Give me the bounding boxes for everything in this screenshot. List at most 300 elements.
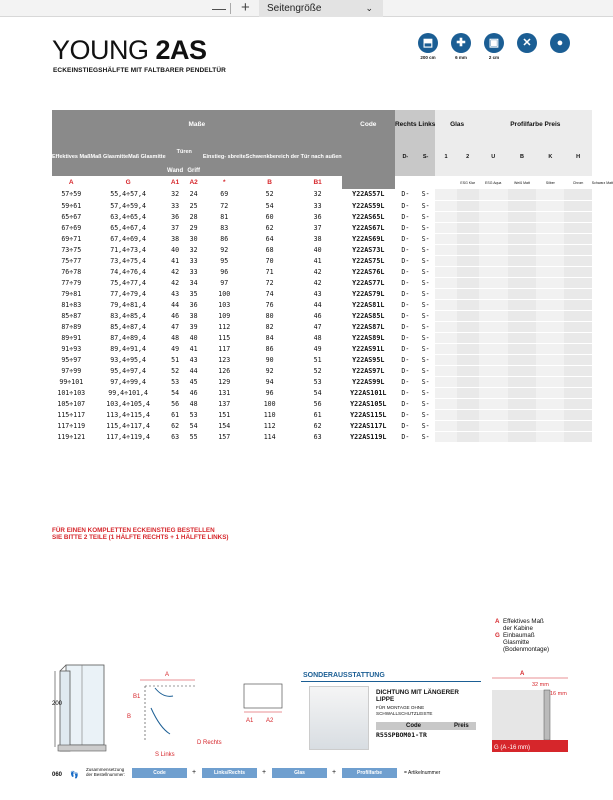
table-cell: 63,4÷65,4 (91, 211, 166, 222)
table-cell: 85,4÷87,4 (91, 321, 166, 332)
table-cell: 65,4÷67,4 (91, 222, 166, 233)
order-note-line2: SIE BITTE 2 TEILE (1 HÄLFTE RECHTS + 1 HÄLFTE LINKS) (52, 534, 229, 541)
table-cell: S- (416, 222, 436, 233)
table-row (52, 266, 613, 277)
plan-links-label: S Links (155, 752, 175, 758)
table-cell: 99÷101 (52, 376, 91, 387)
price-cell (564, 365, 591, 376)
table-cell: 71 (246, 266, 294, 277)
table-cell: 53 (166, 376, 185, 387)
table-cell: D- (395, 266, 416, 277)
table-cell: 48 (294, 332, 342, 343)
detail-g-label: G (A -16 mm) (494, 745, 531, 751)
sonder-desc-line2: SCHWALLSCHUTZLEISTE (376, 710, 433, 716)
table-cell: 137 (203, 398, 246, 409)
table-cell: 97,4÷99,4 (91, 376, 166, 387)
price-cell (457, 420, 479, 431)
table-cell: S- (416, 244, 436, 255)
table-cell: 52 (294, 365, 342, 376)
table-cell: D- (395, 200, 416, 211)
table-cell: D- (395, 398, 416, 409)
key-b: B (267, 179, 272, 186)
table-cell: 46 (294, 310, 342, 321)
table-cell: 57÷59 (52, 189, 91, 200)
price-cell (435, 376, 456, 387)
price-cell (536, 376, 564, 387)
price-cell (536, 244, 564, 255)
table-cell: 47 (294, 321, 342, 332)
table-cell: 87,4÷89,4 (91, 332, 166, 343)
table-cell: 72 (246, 277, 294, 288)
profil-schwarz-matt: Schwarz Matt (591, 180, 613, 185)
price-cell (536, 420, 564, 431)
table-cell: 43 (184, 354, 202, 365)
article-code-cell: Y22AS76L (342, 266, 395, 277)
key-star: * (222, 179, 226, 186)
header-profil-h: H (564, 138, 591, 176)
price-cell (479, 431, 508, 442)
table-cell: S- (416, 310, 436, 321)
article-code-cell: Y22AS81L (342, 299, 395, 310)
price-cell (435, 343, 456, 354)
table-cell: D- (395, 189, 416, 200)
sonderausstattung-box (301, 672, 481, 764)
table-cell: S- (416, 420, 436, 431)
title-bold: 2AS (155, 35, 207, 65)
legend-a-text1: Effektives Maß (503, 618, 544, 625)
article-code-cell: Y22AS57L (342, 189, 395, 200)
zoom-out-button[interactable]: — (212, 0, 226, 16)
price-cell (457, 354, 479, 365)
footer-lr-box: Links/Rechts (202, 768, 257, 778)
price-cell (508, 233, 537, 244)
price-cell (536, 211, 564, 222)
footer-intro-line2: der Bestellnummer: (86, 772, 126, 777)
price-cell (564, 321, 591, 332)
header-glasmitte: Maß GlasmitteMaß Glasmitte (91, 138, 166, 176)
key-a: A (68, 179, 74, 186)
price-cell (457, 288, 479, 299)
table-row (52, 387, 613, 398)
legend-a-key: A (495, 618, 500, 625)
table-cell: 60 (246, 211, 294, 222)
table-cell: 33 (184, 255, 202, 266)
sonder-name-line2: LIPPE (376, 696, 395, 703)
article-code-cell: Y22AS99L (342, 376, 395, 387)
table-row (52, 310, 613, 321)
table-cell: 92 (203, 244, 246, 255)
table-cell: 67÷69 (52, 222, 91, 233)
sonder-name-line1: DICHTUNG MIT LÄNGERER (376, 689, 459, 696)
price-cell (536, 310, 564, 321)
table-cell: 64 (246, 233, 294, 244)
table-cell: 42 (294, 266, 342, 277)
page-title (52, 36, 207, 64)
key-g: G (125, 179, 131, 186)
table-cell: 32 (184, 244, 202, 255)
price-cell (508, 222, 537, 233)
price-cell (508, 431, 537, 442)
table-cell: 151 (203, 409, 246, 420)
price-cell (479, 332, 508, 343)
table-cell: 154 (203, 420, 246, 431)
price-cell (536, 387, 564, 398)
price-cell (435, 365, 456, 376)
table-cell: 86 (246, 343, 294, 354)
table-row (52, 398, 613, 409)
legend-g-text1: Einbaumaß (503, 632, 535, 639)
table-cell: 92 (246, 365, 294, 376)
table-cell: 157 (203, 431, 246, 442)
price-cell (536, 299, 564, 310)
water-drop-icon: ● (550, 33, 570, 53)
price-cell (564, 409, 591, 420)
table-cell: 90 (246, 354, 294, 365)
table-cell: S- (416, 233, 436, 244)
table-cell: 59÷61 (52, 200, 91, 211)
table-cell: 54 (294, 387, 342, 398)
table-cell: 83 (203, 222, 246, 233)
table-cell: 29 (184, 222, 202, 233)
table-cell: 48 (166, 332, 185, 343)
price-cell (435, 310, 456, 321)
table-cell: 65÷67 (52, 211, 91, 222)
price-cell (479, 222, 508, 233)
table-cell: 47 (166, 321, 185, 332)
table-cell: 33 (166, 200, 185, 211)
table-cell: 63 (166, 431, 185, 442)
table-cell: S- (416, 200, 436, 211)
glas-esg-klar: ESG Klar (460, 180, 475, 185)
price-cell (508, 321, 537, 332)
table-cell: 76 (246, 299, 294, 310)
table-cell: 62 (166, 420, 185, 431)
table-cell: 46 (184, 387, 202, 398)
table-cell: 80 (246, 310, 294, 321)
price-cell (457, 310, 479, 321)
no-tray-icon: ✕ (517, 33, 537, 53)
header-glas: Glas (435, 110, 478, 138)
table-cell: 45 (184, 376, 202, 387)
table-cell: 67,4÷69,4 (91, 233, 166, 244)
price-cell (508, 387, 537, 398)
table-cell: 36 (294, 211, 342, 222)
sonder-preis-h-label: Preis (454, 723, 469, 729)
table-cell: 71,4÷73,4 (91, 244, 166, 255)
table-cell: 95 (203, 255, 246, 266)
price-cell (457, 244, 479, 255)
table-cell: 89,4÷91,4 (91, 343, 166, 354)
table-cell: 56 (166, 398, 185, 409)
table-row (52, 189, 613, 200)
table-cell: S- (416, 211, 436, 222)
price-cell (435, 321, 456, 332)
table-row (52, 211, 613, 222)
table-cell: 61 (294, 409, 342, 420)
table-cell: 79,4÷81,4 (91, 299, 166, 310)
header-glas-2: 2 (457, 138, 479, 176)
table-cell: 101÷103 (52, 387, 91, 398)
table-cell: 96 (246, 387, 294, 398)
price-cell (536, 365, 564, 376)
table-row (52, 420, 613, 431)
price-cell (508, 376, 537, 387)
table-cell: D- (395, 332, 416, 343)
header-schwenk: Schwenkbereich der Tür nach außen (246, 138, 342, 176)
table-cell: 75,4÷77,4 (91, 277, 166, 288)
price-cell (457, 387, 479, 398)
order-code-footer (52, 766, 572, 782)
article-code-cell: Y22AS87L (342, 321, 395, 332)
price-cell (479, 255, 508, 266)
price-cell (479, 266, 508, 277)
price-cell (435, 409, 456, 420)
seal-image (309, 686, 369, 750)
price-cell (536, 266, 564, 277)
table-cell: 115÷117 (52, 409, 91, 420)
profil-chrom: Chrom (572, 180, 584, 185)
price-cell (435, 222, 456, 233)
price-cell (457, 343, 479, 354)
table-cell: 40 (184, 332, 202, 343)
page-number: 060 (52, 772, 63, 778)
table-cell: S- (416, 398, 436, 409)
dimension-legend (495, 618, 549, 653)
price-cell (457, 365, 479, 376)
article-code-cell: Y22AS119L (342, 431, 395, 442)
price-cell (564, 222, 591, 233)
table-cell: 85÷87 (52, 310, 91, 321)
legend-a-text2: der Kabine (503, 625, 533, 632)
table-cell: 56 (294, 398, 342, 409)
table-cell: 38 (294, 233, 342, 244)
height-label: 200 cm (420, 55, 436, 60)
footer-plus-1: + (192, 769, 197, 776)
price-cell (536, 277, 564, 288)
table-cell: 43 (294, 288, 342, 299)
sonder-code-h-label: Code (406, 723, 421, 729)
table-cell: 44 (184, 365, 202, 376)
header-glas-1: 1 (435, 138, 456, 176)
price-cell (435, 398, 456, 409)
zoom-in-button[interactable]: + (241, 0, 250, 16)
price-cell (536, 288, 564, 299)
price-cell (479, 299, 508, 310)
footer-profil-box: Profilfarbe (342, 768, 397, 778)
legend-g-text3: (Bodenmontage) (503, 646, 550, 653)
price-cell (435, 387, 456, 398)
price-cell (508, 310, 537, 321)
price-cell (479, 354, 508, 365)
table-cell: 73,4÷75,4 (91, 255, 166, 266)
header-rechts-links: Rechts Links (395, 110, 435, 138)
price-cell (564, 266, 591, 277)
price-cell (508, 409, 537, 420)
table-cell: 42 (294, 277, 342, 288)
price-cell (564, 288, 591, 299)
table-cell: 69 (203, 189, 246, 200)
table-cell: 38 (166, 233, 185, 244)
table-cell: 114 (246, 431, 294, 442)
price-cell (536, 398, 564, 409)
key-a1: A1 (170, 179, 180, 186)
table-cell: 97÷99 (52, 365, 91, 376)
table-cell: D- (395, 343, 416, 354)
table-cell: 37 (166, 222, 185, 233)
price-cell (508, 277, 537, 288)
table-cell: S- (416, 288, 436, 299)
price-cell (564, 310, 591, 321)
table-cell: S- (416, 409, 436, 420)
article-code-cell: Y22AS69L (342, 233, 395, 244)
price-cell (479, 288, 508, 299)
footer-plus-3: + (332, 769, 337, 776)
price-cell (457, 321, 479, 332)
table-cell: 126 (203, 365, 246, 376)
table-cell: 33 (294, 200, 342, 211)
price-cell (457, 255, 479, 266)
table-cell: 119÷121 (52, 431, 91, 442)
article-code-cell: Y22AS117L (342, 420, 395, 431)
table-cell: 68 (246, 244, 294, 255)
price-cell (536, 332, 564, 343)
legend-g-key: G (495, 632, 500, 639)
price-cell (564, 431, 591, 442)
table-cell: D- (395, 288, 416, 299)
table-cell: 117,4÷119,4 (91, 431, 166, 442)
table-cell: S- (416, 189, 436, 200)
table-cell: 84 (246, 332, 294, 343)
article-code-cell: Y22AS89L (342, 332, 395, 343)
price-cell (508, 299, 537, 310)
table-cell: S- (416, 255, 436, 266)
table-cell: 41 (294, 255, 342, 266)
table-row (52, 365, 613, 376)
table-cell: 105÷107 (52, 398, 91, 409)
table-cell: 48 (184, 398, 202, 409)
table-cell: 62 (294, 420, 342, 431)
table-cell: S- (416, 321, 436, 332)
order-note-line1: FÜR EINEN KOMPLETTEN ECKEINSTIEG BESTELLEN (52, 527, 215, 534)
zoom-select[interactable] (259, 0, 383, 17)
table-cell: 123 (203, 354, 246, 365)
plan-a1-label: A1 (246, 718, 254, 724)
price-cell (508, 200, 537, 211)
price-cell (564, 211, 591, 222)
price-cell (435, 431, 456, 442)
key-b1: B1 (313, 179, 322, 186)
plan-a-label: A (165, 672, 170, 678)
table-row (52, 288, 613, 299)
table-cell: 55,4÷57,4 (91, 189, 166, 200)
table-cell: 46 (166, 310, 185, 321)
header-links: S- (416, 138, 436, 176)
price-cell (508, 255, 537, 266)
header-profil-u: U (479, 138, 508, 176)
table-cell: 76÷78 (52, 266, 91, 277)
table-cell: 57,4÷59,4 (91, 200, 166, 211)
table-cell: 83,4÷85,4 (91, 310, 166, 321)
table-cell: 51 (294, 354, 342, 365)
price-cell (479, 343, 508, 354)
table-cell: 52 (166, 365, 185, 376)
table-cell: 52 (246, 189, 294, 200)
table-cell: D- (395, 211, 416, 222)
table-cell: 100 (203, 288, 246, 299)
price-cell (564, 277, 591, 288)
table-row (52, 222, 613, 233)
article-code-cell: Y22AS115L (342, 409, 395, 420)
table-cell: 82 (246, 321, 294, 332)
sonder-description (376, 705, 433, 716)
table-cell: 74 (246, 288, 294, 299)
article-code-cell: Y22AS97L (342, 365, 395, 376)
price-cell (564, 200, 591, 211)
price-cell (435, 244, 456, 255)
table-cell: S- (416, 387, 436, 398)
header-einstieg: Einstieg- sbreite (203, 138, 246, 176)
footer-code-box: Code (132, 768, 187, 778)
profil-weiss-matt: Weiß Matt (514, 180, 530, 185)
profil-silber: Silber (545, 180, 555, 185)
table-cell: 36 (184, 299, 202, 310)
table-cell: 38 (184, 310, 202, 321)
price-cell (479, 233, 508, 244)
table-cell: 95÷97 (52, 354, 91, 365)
table-cell: 25 (184, 200, 202, 211)
table-cell: 40 (166, 244, 185, 255)
price-cell (508, 398, 537, 409)
price-cell (564, 343, 591, 354)
table-cell: 86 (203, 233, 246, 244)
table-row (52, 233, 613, 244)
table-cell: D- (395, 420, 416, 431)
table-cell: 95,4÷97,4 (91, 365, 166, 376)
price-cell (508, 211, 537, 222)
price-cell (508, 354, 537, 365)
price-cell (508, 420, 537, 431)
table-row (52, 354, 613, 365)
table-cell: 115,4÷117,4 (91, 420, 166, 431)
price-cell (536, 233, 564, 244)
price-cell (457, 200, 479, 211)
price-cell (435, 255, 456, 266)
feature-icons (418, 33, 578, 63)
article-code-cell: Y22AS105L (342, 398, 395, 409)
table-cell: 117÷119 (52, 420, 91, 431)
table-cell: 24 (184, 189, 202, 200)
table-cell: 110 (246, 409, 294, 420)
table-row (52, 321, 613, 332)
table-cell: 79÷81 (52, 288, 91, 299)
plan-b-label: B (127, 714, 132, 720)
price-cell (564, 354, 591, 365)
price-cell (536, 354, 564, 365)
sonder-title: SONDERAUSSTATTUNG (303, 672, 385, 679)
table-cell: 43 (166, 288, 185, 299)
price-cell (508, 288, 537, 299)
plan-rechts-label: D Rechts (197, 740, 222, 746)
article-code-cell: Y22AS67L (342, 222, 395, 233)
price-cell (457, 431, 479, 442)
table-cell: 73÷75 (52, 244, 91, 255)
table-cell: D- (395, 321, 416, 332)
table-row (52, 409, 613, 420)
table-cell: 42 (166, 266, 185, 277)
price-cell (457, 189, 479, 200)
table-cell: D- (395, 387, 416, 398)
sonder-desc-line1: FÜR MONTAGE OHNE (376, 705, 425, 710)
